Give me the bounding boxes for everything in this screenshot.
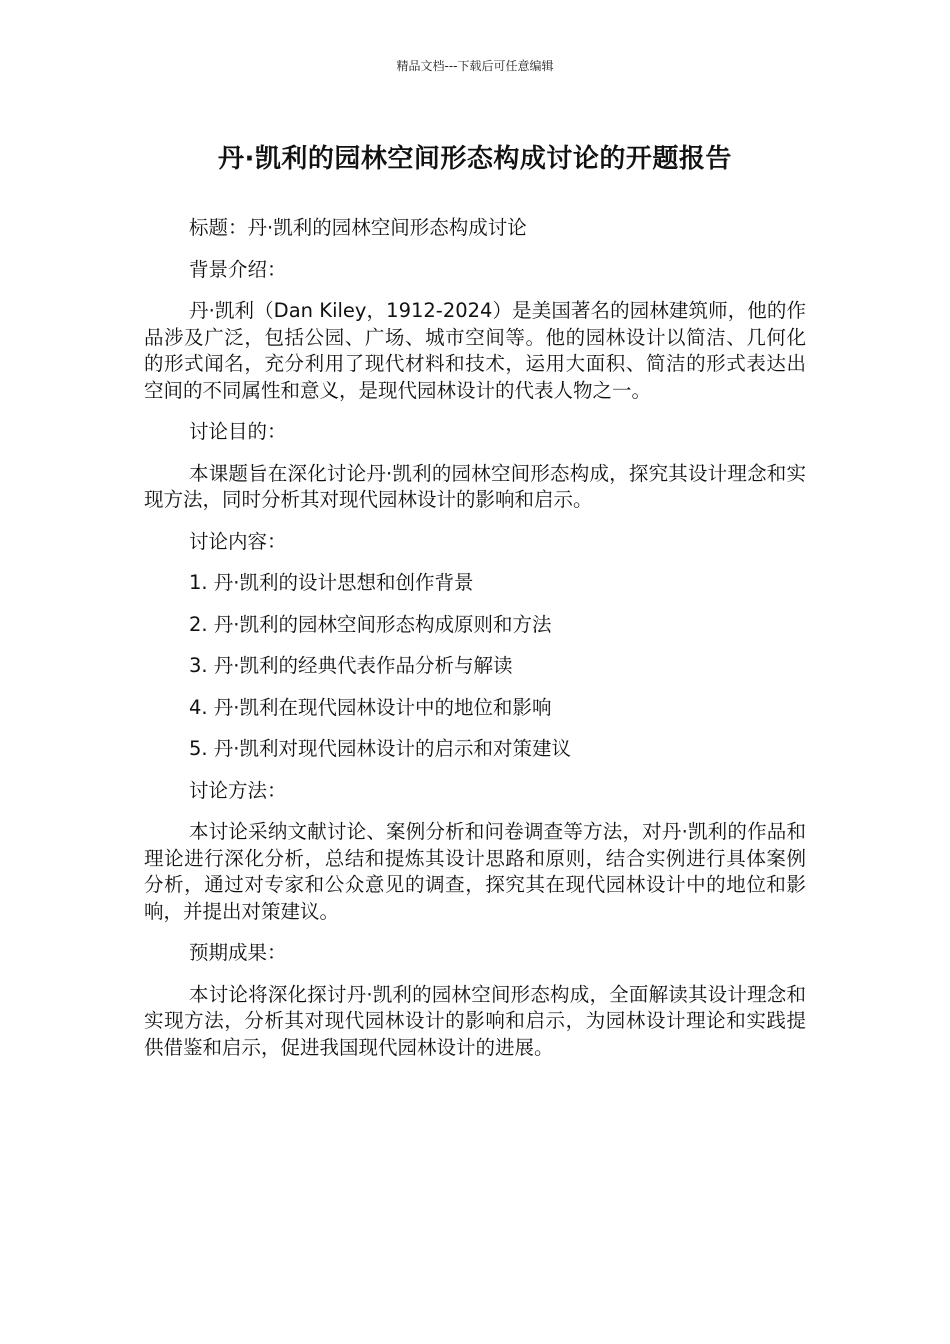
list-item: 3. 丹·凯利的经典代表作品分析与解读: [189, 654, 513, 677]
paragraph-background: 丹·凯利（Dan Kiley，1912-2024）是美国著名的园林建筑师，他的作品涉及广泛，包括公园、广场、城市空间等。他的园林设计以简洁、几何化的形式闻名，充分利用了现代材料和技术，运用大面积、简洁的形式表达出空间的不同属性和意义，是现代园林设计的代表人物之一。: [144, 299, 806, 402]
list-item: 5. 丹·凯利对现代园林设计的启示和对策建议: [189, 737, 572, 760]
list-item: 4. 丹·凯利在现代园林设计中的地位和影响: [189, 695, 552, 719]
paragraph-expected-results: 本讨论将深化探讨丹·凯利的园林空间形态构成，全面解读其设计理念和实现方法，分析其对现代园林设计的影响和启示，为园林设计理论和实践提供借鉴和启示，促进我国现代园林设计的进展。: [144, 982, 806, 1059]
heading-background: 背景介绍：: [189, 257, 287, 281]
heading-method: 讨论方法：: [189, 778, 287, 802]
heading-content: 讨论内容：: [189, 529, 287, 553]
document-title: 丹·凯利的园林空间形态构成讨论的开题报告: [218, 144, 732, 174]
heading-purpose: 讨论目的：: [189, 420, 287, 443]
paragraph-method: 本讨论采纳文献讨论、案例分析和问卷调查等方法，对丹·凯利的作品和理论进行深化分析，总结和提炼其设计思路和原则，结合实例进行具体案例分析，通过对专家和公众意见的调查，探究其在现代园林设计中的地位和影响，并提出对策建议。: [144, 820, 806, 923]
list-item: 1. 丹·凯利的设计思想和创作背景: [189, 571, 474, 594]
heading-expected-results: 预期成果：: [189, 941, 287, 964]
page-header-note: 精品文档---下载后可任意编辑: [396, 59, 554, 73]
paragraph-topic: 标题：丹·凯利的园林空间形态构成讨论: [189, 216, 527, 239]
list-item: 2. 丹·凯利的园林空间形态构成原则和方法: [189, 612, 552, 636]
paragraph-purpose: 本课题旨在深化讨论丹·凯利的园林空间形态构成，探究其设计理念和实现方法，同时分析其对现代园林设计的影响和启示。: [144, 461, 806, 511]
document-body: [144, 215, 806, 1076]
